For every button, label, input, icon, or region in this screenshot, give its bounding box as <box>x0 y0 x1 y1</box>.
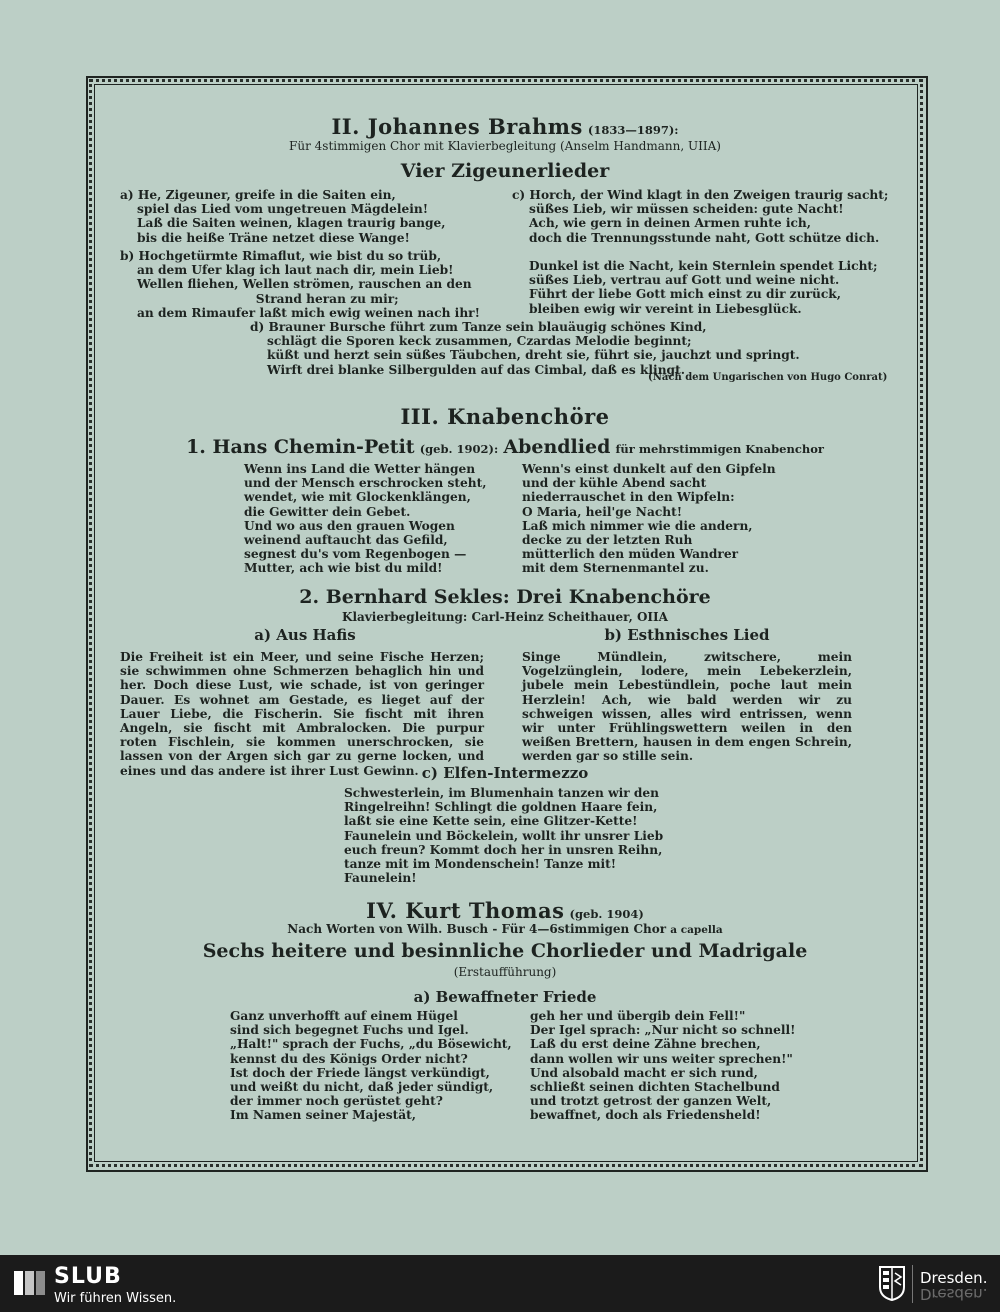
section-3-item-1-header <box>100 436 910 458</box>
dresden-label[interactable]: Dresden. <box>920 1269 988 1287</box>
section-3-heading: III. Knabenchöre <box>400 404 610 429</box>
abendlied-right: Wenn's einst dunkelt auf den Gipfeln und der kühle Abend sacht niederrauschet in den Wipfeln: O Maria, heil'ge Nacht! Laß mich nimmer wie die andern, decke zu der letzten Ruh mütterlich den müden Wandrer mit dem Sternenmantel zu. <box>522 462 776 576</box>
footer-divider <box>912 1265 913 1303</box>
section-4-subtitle-line <box>100 922 910 936</box>
item-1-years: (geb. 1902): <box>419 442 499 456</box>
section-2-work-title: Vier Zigeunerlieder <box>400 160 610 182</box>
friede-right: geh her und übergib dein Fell!" Der Igel sprach: „Nur nicht so schnell! Laß du erst deine Zähne brechen, dann wollen wir uns weiter sprechen!" Und alsobald macht er sich rund, schließt seinen dichten Stachelbund und trotzt getrost der ganzen Welt, bewaffnet, doch als Friedensheld! <box>530 1009 796 1123</box>
item-1-composer: 1. Hans Chemin-Petit <box>186 436 415 458</box>
poem-2b: b) Hochgetürmte Rimaflut, wie bist du so trüb, an dem Ufer klag ich laut nach dir, mein Lieb! Wellen fliehen, Wellen strömen, rauschen an den Strand heran zu mir; an dem Rimaufer laßt mich ewig weinen nach ihr! <box>120 249 480 320</box>
slub-tagline: Wir führen Wissen. <box>54 1291 177 1306</box>
section-4-header <box>100 898 910 923</box>
section-4-subtitle-suffix: a capella <box>670 924 723 936</box>
dresden-label-mirror: Dresden. <box>920 1285 988 1303</box>
section-4-heading: IV. Kurt Thomas <box>366 898 565 923</box>
slub-brand[interactable]: SLUB <box>54 1264 122 1289</box>
section-4-part-a-title: a) Bewaffneter Friede <box>413 988 597 1006</box>
poem-2a: a) He, Zigeuner, greife in die Saiten ein, spiel das Lied vom ungetreuen Mägdelein! Laß die Saiten weinen, klagen traurig bange, bis die heiße Träne netzet diese Wange! <box>120 188 446 245</box>
part-a-title: a) Aus Hafis <box>254 626 356 644</box>
part-a-text: Die Freiheit ist ein Meer, und seine Fische Herzen; sie schwimmen ohne Schmerzen behaglich hin und her. Doch diese Lust, wie schade, ist von geringer Dauer. Es wohnet am Gestade, es lieget auf der Lauer Liebe, die Fischerin. Sie fischt mit ihren Angeln, sie fischt mit Ambralocken. Die purpur roten Fischlein, sie kommen unerschrocken, sie lassen von der Argen sich gar zu gerne locken, und eines und das andere ist ihrer Lust Gewinn. <box>120 650 484 778</box>
poem-2d: d) Brauner Bursche führt zum Tanze sein blauäugig schönes Kind, schlägt die Sporen keck zusammen, Czardas Melodie beginnt; küßt und herzt sein süßes Täubchen, dreht sie, führt sie, jauchzt und springt. Wirft drei blanke Silbergulden auf das Cimbal, daß es klingt. <box>250 320 800 377</box>
part-b-title: b) Esthnisches Lied <box>604 626 770 644</box>
section-2-header <box>100 114 910 139</box>
abendlied-left: Wenn ins Land die Wetter hängen und der Mensch erschrocken steht, wendet, wie mit Glockenklängen, die Gewitter dein Gebet. Und wo aus den grauen Wogen weinend auftaucht das Gefild, segnest du's vom Regenbogen — Mutter, ach wie bist du mild! <box>244 462 487 576</box>
poem-2c: c) Horch, der Wind klagt in den Zweigen traurig sacht; süßes Lieb, wir müssen scheiden: gute Nacht! Ach, wie gern in deinen Armen ruhte ich, doch die Trennungsstunde naht, Gott schütze dich. Dunkel ist die Nacht, kein Sternlein spendet Licht; süßes Lieb, vertrau auf Gott und weine nicht. Führt der liebe Gott mich einst zu dir zurück, bleiben ewig wir vereint in Liebesglück. <box>512 188 889 316</box>
section-2-heading: II. Johannes Brahms <box>331 114 583 139</box>
part-c-text: Schwesterlein, im Blumenhain tanzen wir den Ringelreihn! Schlingt die goldnen Haare fein, laßt sie eine Kette sein, eine Glitzer-Kette! Faunelein und Böckelein, wollt ihr unsrer Lieb euch freun? Kommt doch her in unsren Reihn, tanze mit im Mondenschein! Tanze mit! Faunelein! <box>344 786 664 886</box>
section-4-premiere: (Erstaufführung) <box>453 965 557 979</box>
section-2-years: (1833—1897): <box>587 123 679 137</box>
section-2-subtitle: Für 4stimmigen Chor mit Klavierbegleitung (Anselm Handmann, UIIA) <box>289 139 721 153</box>
part-c-title: c) Elfen-Intermezzo <box>421 764 589 782</box>
part-b-text: Singe Mündlein, zwitschere, mein Vogelzünglein, lodere, mein Lebekerzlein, jubele mein Lebestündlein, poche laut mein Herzlein! Ach, wie bald werden wir zu schweigen wissen, alles wird entrissen, wenn wir unter Frühlingswettern weilen in den weißen Brettern, hausen in dem engen Schrein, werden gar so stille sein. <box>522 650 852 764</box>
item-1-title: Abendlied <box>503 436 611 458</box>
section-2-credit: (Nach dem Ungarischen von Hugo Conrat) <box>648 372 888 383</box>
section-4-work-title: Sechs heitere und besinnliche Chorlieder und Madrigale <box>202 940 808 962</box>
item-2-subtitle: Klavierbegleitung: Carl-Heinz Scheithauer, OIIA <box>342 610 668 624</box>
section-4-subtitle: Nach Worten von Wilh. Busch - Für 4—6stimmigen Chor <box>287 922 667 936</box>
dresden-crest-icon[interactable] <box>878 1265 906 1301</box>
item-2-heading: 2. Bernhard Sekles: Drei Knabenchöre <box>299 586 711 608</box>
footer-bar <box>0 1255 1000 1312</box>
slub-logo-icon[interactable] <box>12 1267 48 1299</box>
item-1-note: für mehrstimmigen Knabenchor <box>615 442 824 456</box>
friede-left: Ganz unverhofft auf einem Hügel sind sich begegnet Fuchs und Igel. „Halt!" sprach der Fuchs, „du Bösewicht, kennst du des Königs Order nicht? Ist doch der Friede längst verkündigt, und weißt du nicht, daß jeder sündigt, der immer noch gerüstet geht? Im Namen seiner Majestät, <box>230 1009 512 1123</box>
section-4-years: (geb. 1904) <box>569 907 644 921</box>
